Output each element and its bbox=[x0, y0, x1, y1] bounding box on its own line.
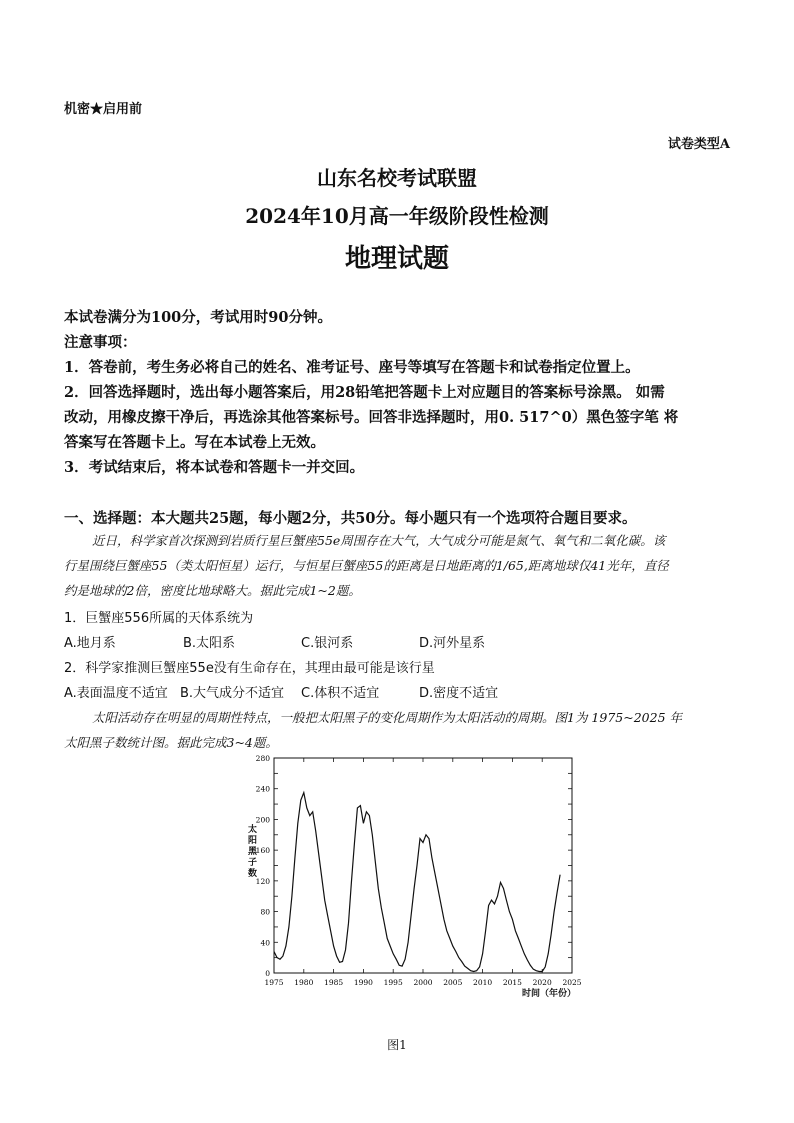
passage2-line-2: 太阳黑子数统计图。据此完成3~4题。 bbox=[64, 735, 278, 750]
q1-option-a: A.地月系 bbox=[64, 636, 116, 651]
passage-line-2: 行星围绕巨蟹座55（类太阳恒星）运行，与恒星巨蟹座55的距离是日地距离的1/65,距离地球仅41光年，直径 bbox=[64, 558, 669, 573]
question-2-stem: 2．科学家推测巨蟹座55e没有生命存在，其理由最可能是该行星 bbox=[64, 661, 435, 676]
x-tick-label: 2025 bbox=[562, 978, 582, 987]
notice-heading: 注意事项： bbox=[64, 334, 137, 351]
figure-caption: 图1 bbox=[387, 1038, 407, 1052]
sunspot-series-line bbox=[274, 793, 560, 972]
x-tick-label: 2020 bbox=[532, 978, 552, 987]
confidential-mark: 机密★启用前 bbox=[64, 102, 143, 117]
exam-date-title: 2024年10月高一年级阶段性检测 bbox=[245, 204, 549, 228]
q2-option-a: A.表面温度不适宜 bbox=[64, 686, 168, 701]
sunspot-chart bbox=[240, 752, 600, 1004]
x-tick-label: 2010 bbox=[473, 978, 493, 987]
passage-line-1: 近日，科学家首次探测到岩质行星巨蟹座55e周围存在大气，大气成分可能是氮气、氧气和二氧化碳。该 bbox=[92, 533, 666, 548]
y-tick-label: 40 bbox=[260, 938, 270, 948]
x-axis-label: 时间（年份） bbox=[522, 989, 577, 999]
score-info: 本试卷满分为100分，考试用时90分钟。 bbox=[64, 309, 332, 326]
passage2-line-1: 太阳活动存在明显的周期性特点，一般把太阳黑子的变化周期作为太阳活动的周期。图1为 1975~2025 年 bbox=[92, 710, 682, 725]
paper-type-label: 试卷类型A bbox=[667, 137, 730, 152]
y-tick-label: 80 bbox=[260, 907, 270, 917]
x-tick-label: 1980 bbox=[294, 978, 314, 987]
x-tick-label: 2015 bbox=[502, 978, 522, 987]
sunspot-chart-svg bbox=[240, 752, 600, 1004]
q1-option-b: B.太阳系 bbox=[183, 636, 236, 651]
notice-item-2a: 2．回答选择题时，选出每小题答案后，用28铅笔把答题卡上对应题目的答案标号涂黑。 如需 bbox=[64, 384, 665, 401]
y-tick-label: 200 bbox=[255, 815, 270, 825]
q1-option-c: C.银河系 bbox=[301, 636, 354, 651]
y-tick-label: 240 bbox=[255, 784, 270, 794]
notice-item-1: 1．答卷前，考生务必将自己的姓名、准考证号、座号等填写在答题卡和试卷指定位置上。 bbox=[64, 359, 640, 376]
x-tick-label: 1985 bbox=[324, 978, 344, 987]
q2-option-d: D.密度不适宜 bbox=[419, 686, 499, 701]
x-tick-label: 1990 bbox=[353, 978, 373, 987]
q1-option-d: D.河外星系 bbox=[419, 636, 486, 651]
x-tick-label: 2000 bbox=[413, 978, 433, 987]
y-axis-ticks bbox=[256, 754, 572, 978]
y-tick-label: 0 bbox=[265, 969, 270, 978]
notice-item-3: 3．考试结束后，将本试卷和答题卡一并交回。 bbox=[64, 459, 365, 476]
subject-title: 地理试题 bbox=[344, 244, 449, 274]
exam-union-title: 山东名校考试联盟 bbox=[317, 166, 477, 190]
q2-option-c: C.体积不适宜 bbox=[301, 686, 380, 701]
x-axis-ticks bbox=[264, 758, 581, 987]
plot-frame bbox=[274, 758, 572, 973]
x-tick-label: 1975 bbox=[264, 978, 284, 987]
question-1-stem: 1．巨蟹座556所属的天体系统为 bbox=[64, 611, 254, 626]
section-heading: 一、选择题：本大题共25题，每小题2分，共50分。每小题只有一个选项符合题目要求。 bbox=[64, 510, 637, 527]
y-axis-label: 太阳黑子数 bbox=[248, 825, 258, 879]
y-tick-label: 160 bbox=[255, 846, 270, 856]
notice-item-2b: 改动，用橡皮擦干净后，再选涂其他答案标号。回答非选择题时，用0. 517^0）黑色签字笔 将 bbox=[64, 409, 679, 426]
y-tick-label: 280 bbox=[255, 754, 270, 763]
x-tick-label: 1995 bbox=[383, 978, 403, 987]
passage-line-3: 约是地球的2倍，密度比地球略大。据此完成1~2题。 bbox=[64, 583, 361, 598]
notice-item-2c: 答案写在答题卡上。写在本试卷上无效。 bbox=[64, 434, 325, 451]
q2-option-b: B.大气成分不适宜 bbox=[180, 686, 285, 701]
x-tick-label: 2005 bbox=[443, 978, 463, 987]
y-tick-label: 120 bbox=[255, 876, 270, 886]
